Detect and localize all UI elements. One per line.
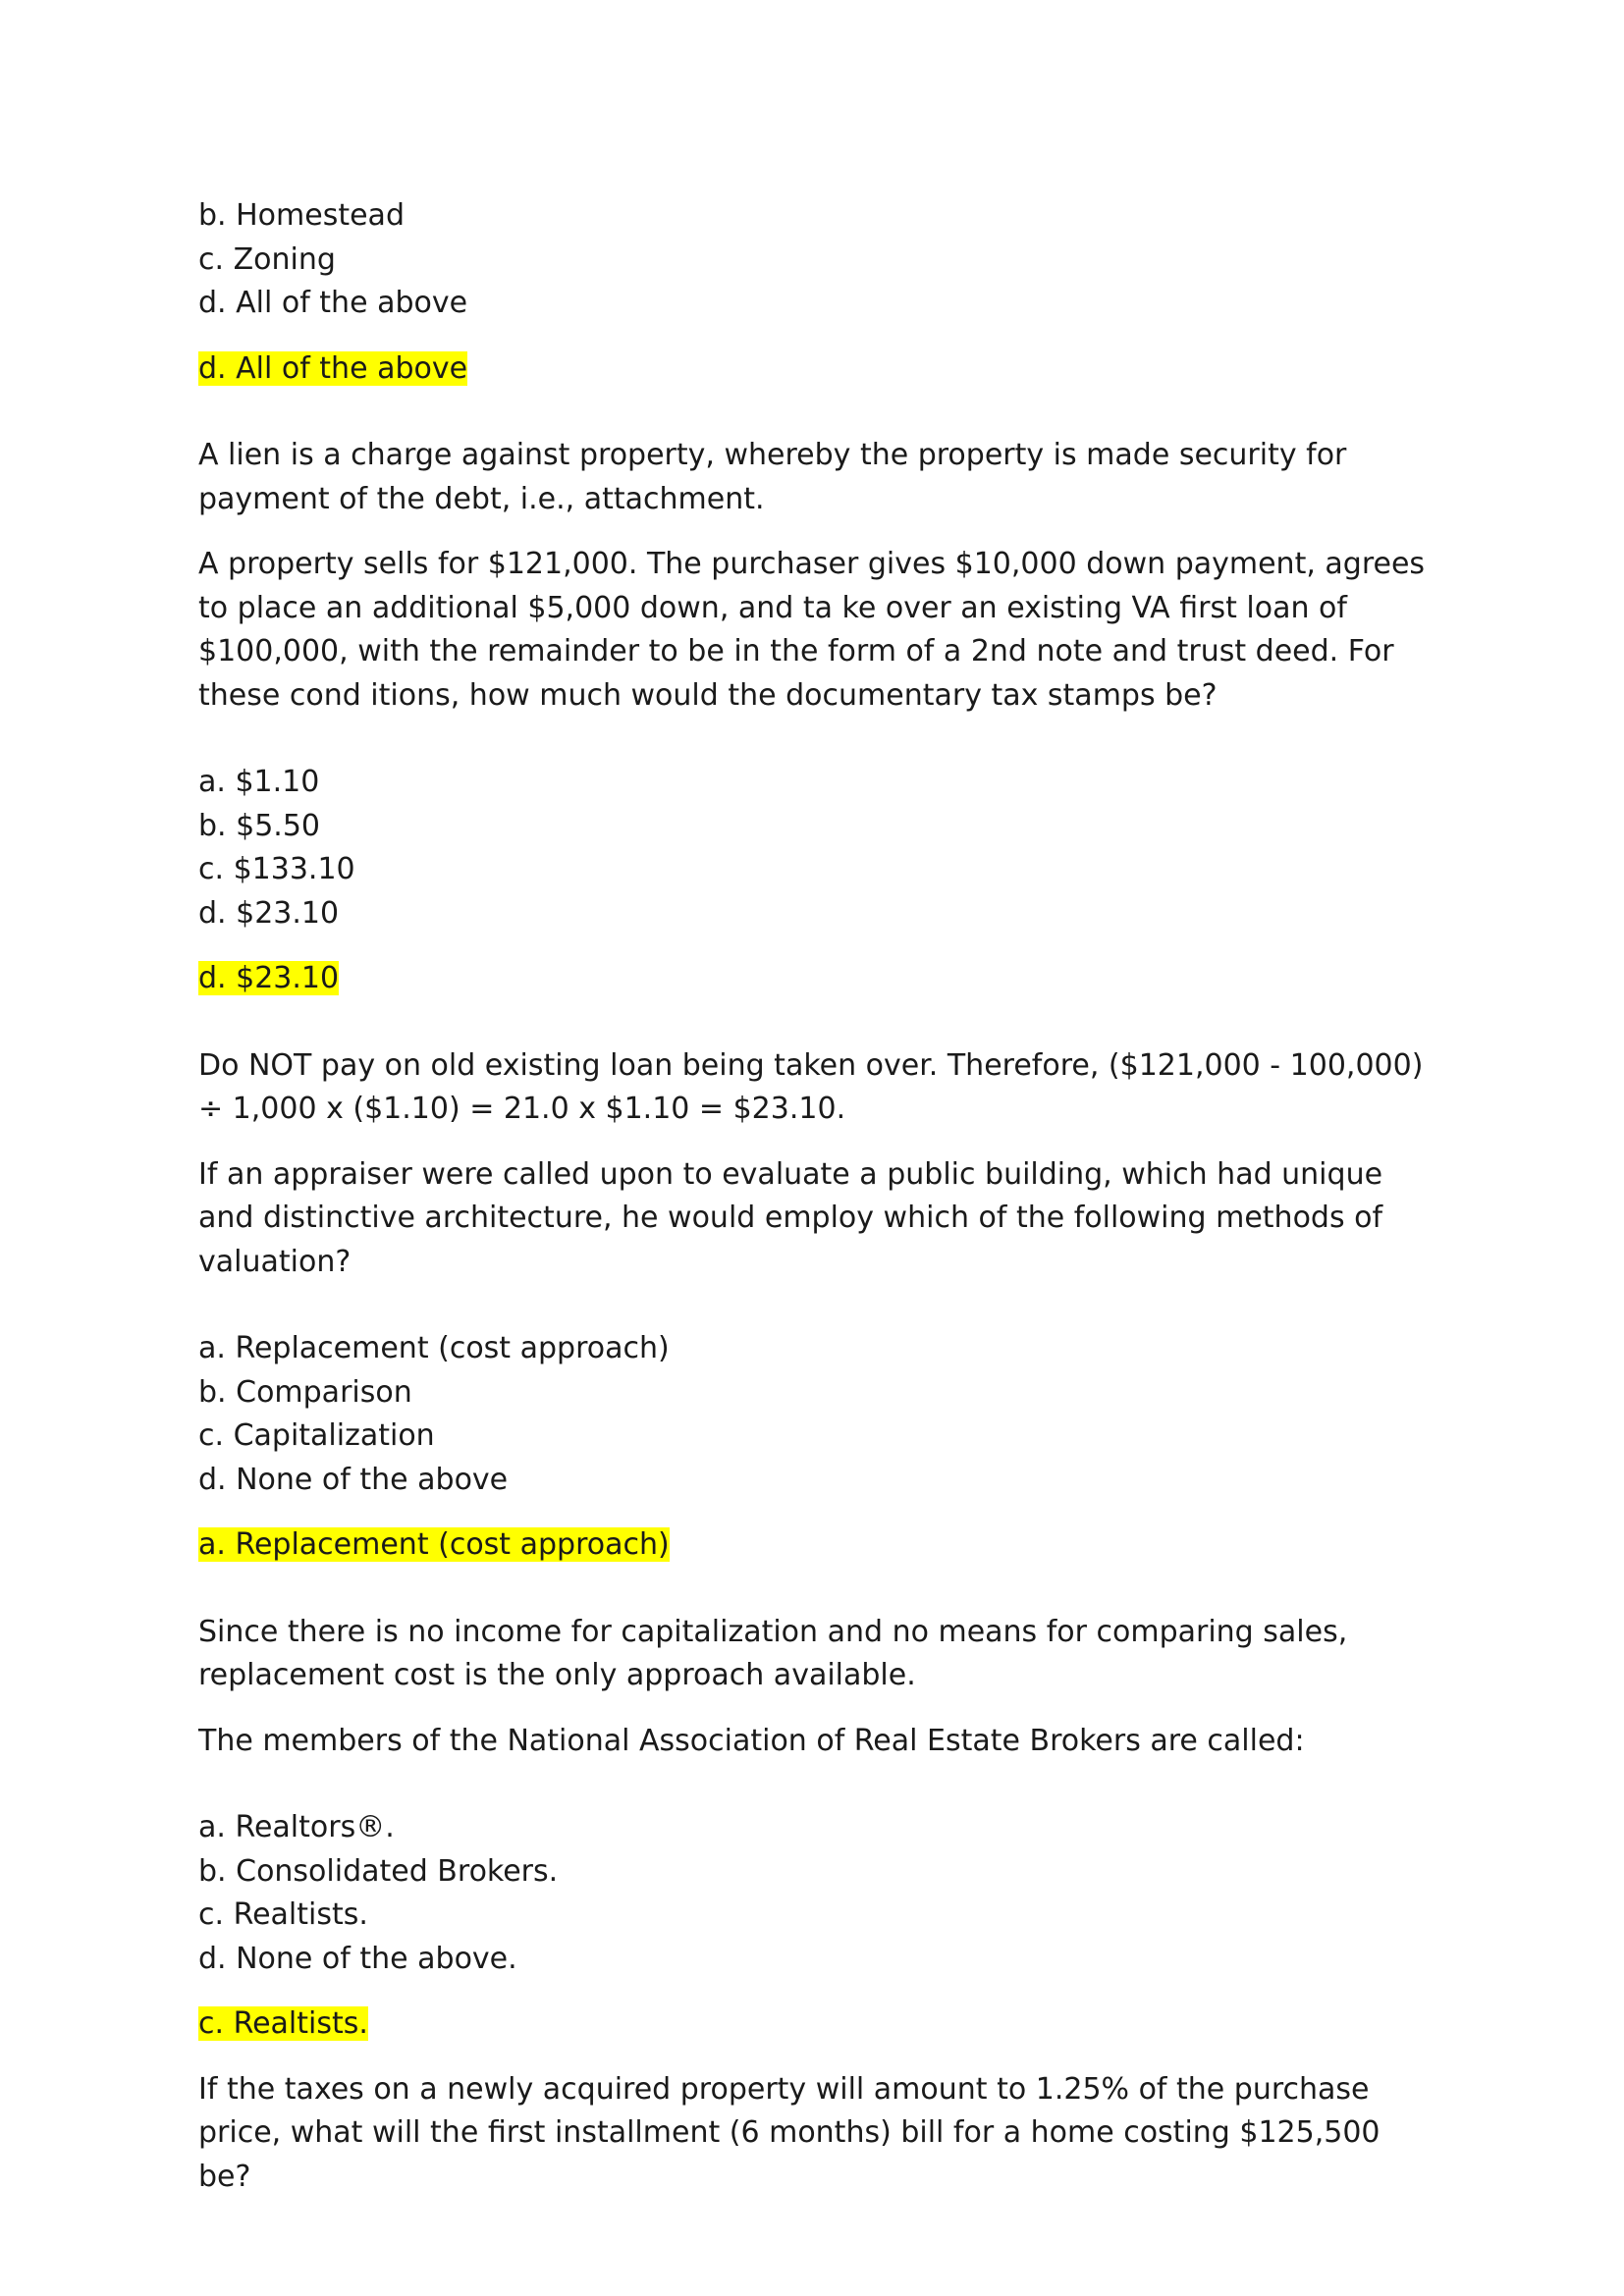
document-page <box>198 194 1435 2199</box>
q3-answer: a. Replacement (cost approach) <box>198 1527 670 1562</box>
q3-question: If an appraiser were called upon to evaluate a public building, which had unique and distinctive architecture, he would employ which of the following methods of valuation? <box>198 1156 1383 1279</box>
q3-option-c: c. Capitalization <box>198 1418 435 1453</box>
q4-option-c: c. Realtists. <box>198 1897 368 1932</box>
q1-explanation: A lien is a charge against property, whereby the property is made security for payment of the debt, i.e., attachment. <box>198 438 1347 516</box>
q4-option-a: a. Realtors®. <box>198 1810 395 1844</box>
q2-options <box>198 761 1435 935</box>
q2-answer: d. $23.10 <box>198 961 340 995</box>
q4-option-b: b. Consolidated Brokers. <box>198 1853 559 1889</box>
q2-option-b: b. $5.50 <box>198 808 320 843</box>
q3-option-b: b. Comparison <box>198 1374 412 1410</box>
q1-options <box>198 194 1435 326</box>
q5-question: If the taxes on a newly acquired property will amount to 1.25% of the purchase price, what will the first installment (6 months) bill for a home costing $125,500 be? <box>198 2071 1380 2194</box>
q2-option-c: c. $133.10 <box>198 852 355 886</box>
q4-question: The members of the National Association of Real Estate Brokers are called: <box>198 1723 1305 1758</box>
q2-option-d: d. $23.10 <box>198 895 340 931</box>
q1-option-c: c. Zoning <box>198 241 336 277</box>
q1-answer: d. All of the above <box>198 350 468 386</box>
q4-option-d: d. None of the above. <box>198 1941 517 1976</box>
q4-options <box>198 1806 1435 1981</box>
q3-options <box>198 1327 1435 1502</box>
q3-explanation: Since there is no income for capitalization and no means for comparing sales, replacement cost is the only approach available. <box>198 1614 1348 1692</box>
q2-question: A property sells for $121,000. The purchaser gives $10,000 down payment, agrees to place an additional $5,000 down, and ta ke over an existing VA first loan of $100,000, with the remainder to be in the form of a 2nd note and trust deed. For these cond itions, how much would the documentary tax stamps be? <box>198 547 1426 713</box>
q4-answer: c. Realtists. <box>198 2006 368 2041</box>
q3-option-a: a. Replacement (cost approach) <box>198 1331 670 1365</box>
q3-option-d: d. None of the above <box>198 1462 509 1497</box>
q2-explanation: Do NOT pay on old existing loan being taken over. Therefore, ($121,000 - 100,000) ÷ 1,000 x ($1.10) = 21.0 x $1.10 = $23.10. <box>198 1047 1424 1126</box>
q1-option-b: b. Homestead <box>198 198 405 233</box>
q1-option-d: d. All of the above <box>198 286 468 320</box>
q2-option-a: a. $1.10 <box>198 765 320 799</box>
